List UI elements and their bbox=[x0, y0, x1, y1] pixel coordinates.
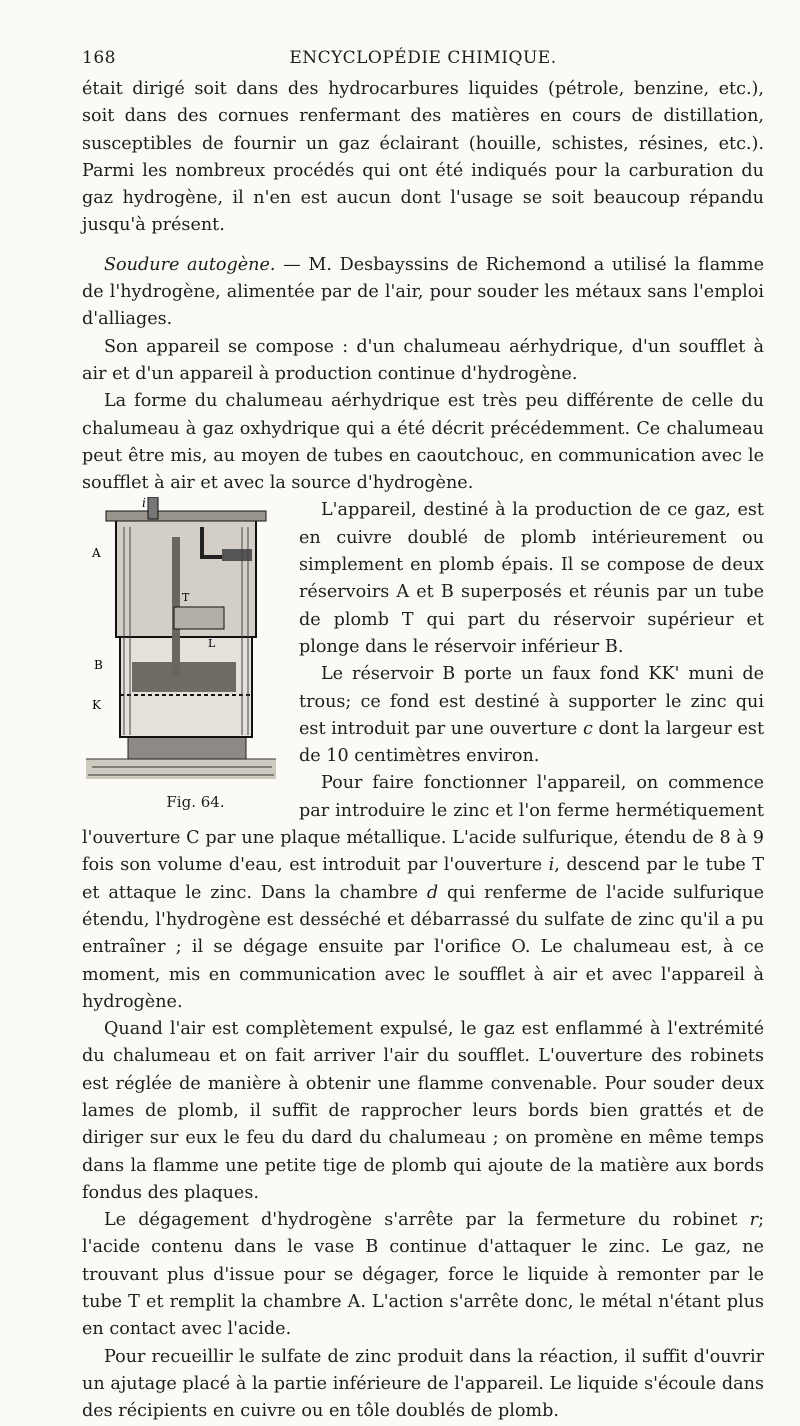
label-B: B bbox=[94, 658, 103, 673]
paragraph-text: Pour faire fonctionner l'appareil, on commence par introduire le zinc et l'on ferme hermétiquement l'ouverture C par une plaque métallique. L'acide sulfurique, étendu de 8 à 9 fois son volume d'eau, est introduit par l'ouverture bbox=[82, 773, 764, 876]
paragraph: était dirigé soit dans des hydrocarbures liquides (pétrole, benzine, etc.), soit dans des cornues renfermant des matières en cours de distillation, susceptibles de fournir un gaz éclairant (houille, schistes, résines, etc.). Parmi les nombreux procédés qui ont été indiqués pour la carburation du gaz hydrogène, il n'en est aucun dont l'usage se soit beaucoup répandu jusqu'à présent. bbox=[82, 79, 764, 236]
paragraph-text: Le dégagement d'hydrogène s'arrête par la fermeture du robinet bbox=[104, 1210, 750, 1231]
italic-letter: c bbox=[582, 718, 593, 739]
label-A: A bbox=[92, 546, 101, 561]
italic-letter: r bbox=[749, 1210, 759, 1231]
label-i: i bbox=[142, 497, 146, 511]
running-title: ENCYCLOPÉDIE CHIMIQUE. bbox=[289, 48, 557, 68]
paragraph: Pour recueillir le sulfate de zinc produit dans la réaction, il suffit d'ouvrir un ajutage placé à la partie inférieure de l'appareil. Le liquide s'écoule dans des récipients en cuivre ou en tôle doublés de plomb. bbox=[82, 1346, 764, 1422]
body-text bbox=[82, 76, 764, 1426]
figure-caption: Fig. 64. bbox=[166, 793, 225, 812]
label-L: L bbox=[208, 637, 216, 651]
apparatus-illustration bbox=[82, 497, 287, 787]
paragraph-text: — M. Desbayssins de Richemond a utilisé la flamme de l'hydrogène, alimentée par de l'air, pour souder les métaux sans l'emploi d'alliages. bbox=[82, 254, 764, 330]
page-number: 168 bbox=[82, 48, 116, 68]
italic-letter: d bbox=[426, 882, 439, 903]
italic-letter: i bbox=[548, 855, 555, 876]
paragraph-text: ; l'acide contenu dans le vase B continue d'attaquer le zinc. Le gaz, ne trouvant plus d'issue pour se dégager, force le liquide à remonter par le tube T et remplit la chambre A. L'action s'arrête donc, le métal n'étant plus en contact avec l'acide. bbox=[82, 1210, 764, 1340]
paragraph: Quand l'air est complètement expulsé, le gaz est enflammé à l'extrémité du chalumeau et on fait arriver l'air du soufflet. L'ouverture des robinets est réglée de manière à obtenir une flamme convenable. Pour souder deux lames de plomb, il suffit de rapprocher leurs bords bien grattés et de diriger sur eux le feu du dard du chalumeau ; on promène en même temps dans la flamme une petite tige de plomb qui ajoute de la matière aux bords fondus des plaques. bbox=[82, 1019, 764, 1203]
paragraph-text: L'appareil, destiné à la production de ce gaz, est en cuivre doublé de plomb intérieurement ou simplement en plomb épais. Il se compose de deux réservoirs A et B superposés et réunis par un tube de plomb T qui part du réservoir supérieur et plonge dans le réservoir inférieur B. bbox=[299, 500, 764, 657]
label-K: K bbox=[92, 698, 101, 713]
figure-64 bbox=[82, 497, 287, 815]
section-title: Soudure autogène. bbox=[104, 254, 276, 275]
paragraph-text: dont la largeur est de 10 centimètres environ. bbox=[299, 718, 765, 767]
paragraph: Son appareil se compose : d'un chalumeau aérhydrique, d'un soufflet à air et d'un appareil à production continue d'hydrogène. bbox=[82, 336, 764, 384]
paragraph-text: , descend par le tube T et attaque le zinc. Dans la chambre bbox=[82, 855, 764, 903]
paragraph-soudure bbox=[82, 252, 764, 334]
paragraph bbox=[82, 1207, 764, 1343]
paragraph-text: qui renferme de l'acide sulfurique étendu, l'hydrogène est desséché et débarrassé du sulfate de zinc qu'il a pu entraîner ; il se dégage ensuite par l'orifice O. Le chalumeau est, à ce moment, mis en communication avec le soufflet à air et avec l'appareil à hydrogène. bbox=[82, 882, 764, 1012]
paragraph: La forme du chalumeau aérhydrique est très peu différente de celle du chalumeau à gaz oxhydrique qui a été décrit précédemment. Ce chalumeau peut être mis, au moyen de tubes en caoutchouc, en communication avec le soufflet à air et avec la source d'hydrogène. bbox=[82, 391, 764, 494]
running-header bbox=[82, 48, 764, 74]
paragraph-text: Le réservoir B porte un faux fond KK' muni de trous; ce fond est destiné à supporter le zinc qui est introduit par une ouverture bbox=[299, 664, 764, 739]
label-T: T bbox=[182, 591, 190, 605]
